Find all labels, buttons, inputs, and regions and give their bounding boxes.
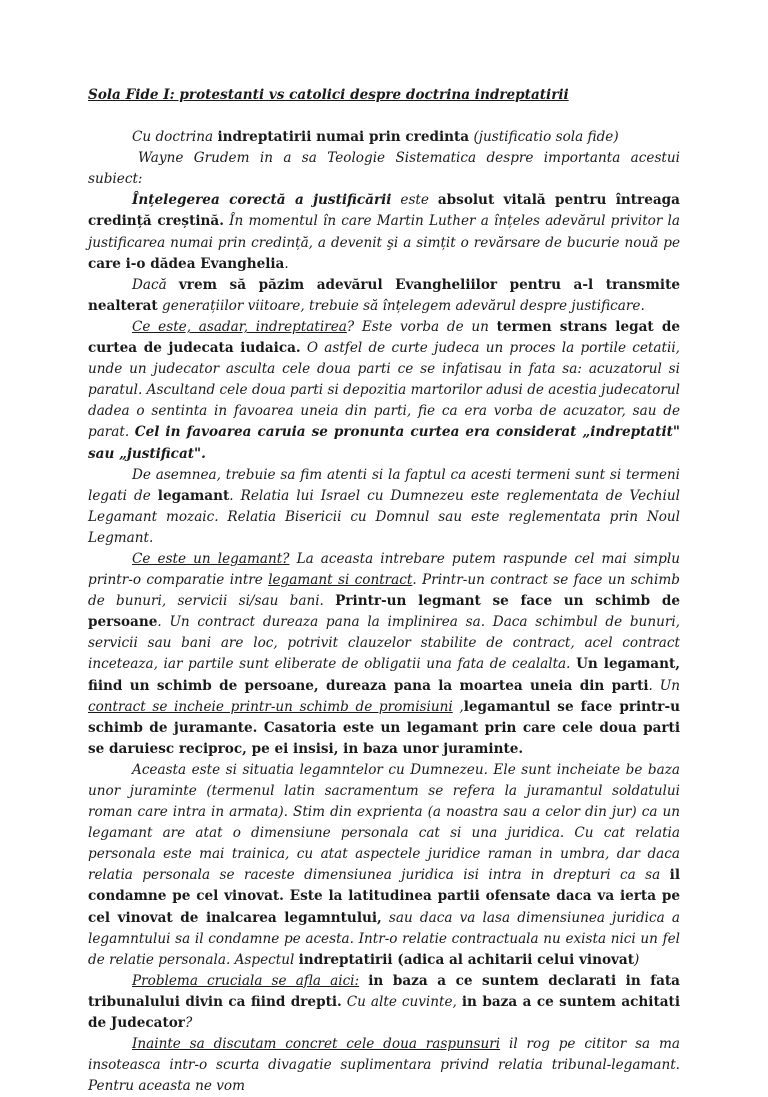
text-segment: . Un contract dureaza pana la implinirea sa. Daca schimbul de bunuri, servicii sau bani are loc, potrivit clauzelor stabilite de contract, acel contract inceteaza, iar partile sunt eliberate de obligatii una fata de cealalta. — [88, 614, 680, 673]
text-segment: Aceasta este si situatia legamntelor cu Dumnezeu. Ele sunt incheiate be baza unor juraminte (termenul latin sacramentum se refera la juramantul soldatului roman care intra in armata). Stim din exprienta (a noastra sau a celor din jur) ca un legamant are atat o dimensiune personala cat si una juridica. Cu cat relatia personala este mai trainica, cu atat aspectele juridice raman in umbra, dar daca relatia personala se raceste dimensiunea juridica isi intra in drepturi ca sa — [88, 761, 680, 884]
text-segment: legamantul se face printr-u schimb de juramante. Casatoria este un legamant prin care cele doua parti se daruiesc reciproc, pe ei insisi, in baza unor juraminte. — [88, 698, 680, 757]
document-body — [88, 127, 680, 1097]
text-segment: termen strans legat de curtea de judecata iudaica. — [88, 318, 680, 357]
text-segment: Cu doctrina — [132, 129, 218, 146]
paragraph — [88, 127, 680, 148]
text-segment: Ce este, asadar, indreptatirea — [132, 318, 347, 335]
text-segment: sau daca va lasa dimensiunea juridica a legamntului sa il condamne pe acesta. Intr-o relatie contractuala nu exista nici un fel de relatie personala. Aspectul — [88, 909, 680, 968]
text-segment: În momentul în care Martin Luther a înțeles adevărul privitor la justificarea numai prin credință, a devenit şi a simțit o revărsare de bucurie nouă pe — [88, 213, 680, 251]
paragraph — [88, 1034, 680, 1097]
paragraph — [88, 275, 680, 317]
text-segment: Cu alte cuvinte, — [341, 993, 462, 1010]
text-segment: . Printr-un contract se face un schimb de bunuri, servicii si/sau bani. — [88, 572, 680, 610]
text-segment: in baza a ce suntem achitati de Judecator — [88, 993, 680, 1032]
paragraph — [88, 317, 680, 465]
text-segment: il condamne pe cel vinovat. Este la latitudinea partii ofensate daca va ierta pe cel vinovat de inalcarea legamntului, — [88, 867, 680, 926]
text-segment: contract se incheie printr-un schimb de promisiuni — [88, 698, 453, 715]
paragraph — [88, 760, 680, 971]
text-segment — [359, 973, 368, 989]
text-segment: . Relatia lui Israel cu Dumnezeu este reglementata de Vechiul Legamant mozaic. Relatia Bisericii cu Domnul sau este reglementata prin Noul Legmant. — [88, 487, 680, 546]
text-segment: De asemnea, trebuie sa fim atenti si la faptul ca acesti termeni sunt si termeni legati de — [88, 466, 680, 504]
text-segment: Ce este un legamant? — [132, 550, 290, 567]
text-segment: absolut vitală pentru întreaga credință creștină. — [88, 192, 680, 230]
text-segment: . Un — [648, 677, 681, 694]
text-segment: Wayne Grudem in a sa Teologie Sistematica despre importanta acestui subiect: — [88, 150, 680, 188]
text-segment: Cel in favoarea caruia se pronunta curtea era considerat „indreptatit" sau „justificat". — [88, 424, 681, 462]
text-segment: Inainte sa discutam concret cele doua raspunsuri — [132, 1036, 501, 1053]
text-segment: ? — [184, 1015, 193, 1032]
text-segment: legamant — [157, 487, 230, 504]
paragraph — [88, 190, 680, 274]
paragraph — [88, 148, 680, 190]
text-segment: La aceasta intrebare putem raspunde cel mai simplu printr-o comparatie intre — [88, 550, 680, 589]
text-segment: indreptatirii numai prin credinta — [217, 129, 470, 146]
text-segment: . — [284, 255, 289, 272]
text-segment: O astfel de curte judeca un proces la portile cetatii, unde un judecator asculta cele doua parti ce se infatisau in fata sa: acuzatorul si paratul. Ascultand cele doua parti si depozitia martorilor adusi de acestia judecatorul dadea o sentinta in favoarea uneia din parti, fie ca era vorba de acuzator, sau de parat. — [88, 340, 680, 441]
text-segment: in baza a ce suntem declarati in fata tribunalului divin ca fiind drepti. — [88, 972, 680, 1010]
text-segment: ? Este vorba de un — [346, 318, 497, 335]
paragraph — [88, 549, 680, 760]
text-segment: Problema cruciala se afla aici: — [132, 972, 360, 989]
text-segment: generațiilor viitoare, trebuie să înțelegem adevărul despre justificare. — [157, 297, 645, 314]
text-segment: Un legamant, fiind un schimb de persoane, dureaza pana la moartea uneia din parti — [88, 656, 680, 694]
text-segment: Printr-un legmant se face un schimb de persoane — [88, 593, 680, 631]
text-segment: indreptatirii (adica al achitarii celui vinovat — [298, 951, 635, 968]
document-title: Sola Fide I: protestanti vs catolici despre doctrina indreptatirii — [88, 87, 569, 103]
text-segment: legamant si contract — [268, 572, 413, 589]
text-segment: care i-o dădea Evanghelia — [88, 255, 285, 272]
paragraph — [88, 465, 680, 549]
text-segment: (justificatio sola fide) — [469, 129, 619, 146]
text-segment: , — [452, 698, 464, 715]
text-segment: Dacă — [132, 276, 179, 293]
text-segment: este — [391, 192, 438, 209]
document-page — [88, 85, 680, 1097]
paragraph — [88, 971, 680, 1034]
text-segment: il rog pe cititor sa ma insoteasca intr-o scurta divagatie suplimentara privind relatia tribunal-legamant. Pentru aceasta ne vom — [88, 1036, 680, 1095]
text-segment: Înțelegerea corectă a justificării — [132, 192, 392, 209]
text-segment: vrem să păzim adevărul Evangheliilor pentru a-l transmite nealterat — [88, 276, 680, 314]
text-segment: ) — [634, 951, 640, 968]
